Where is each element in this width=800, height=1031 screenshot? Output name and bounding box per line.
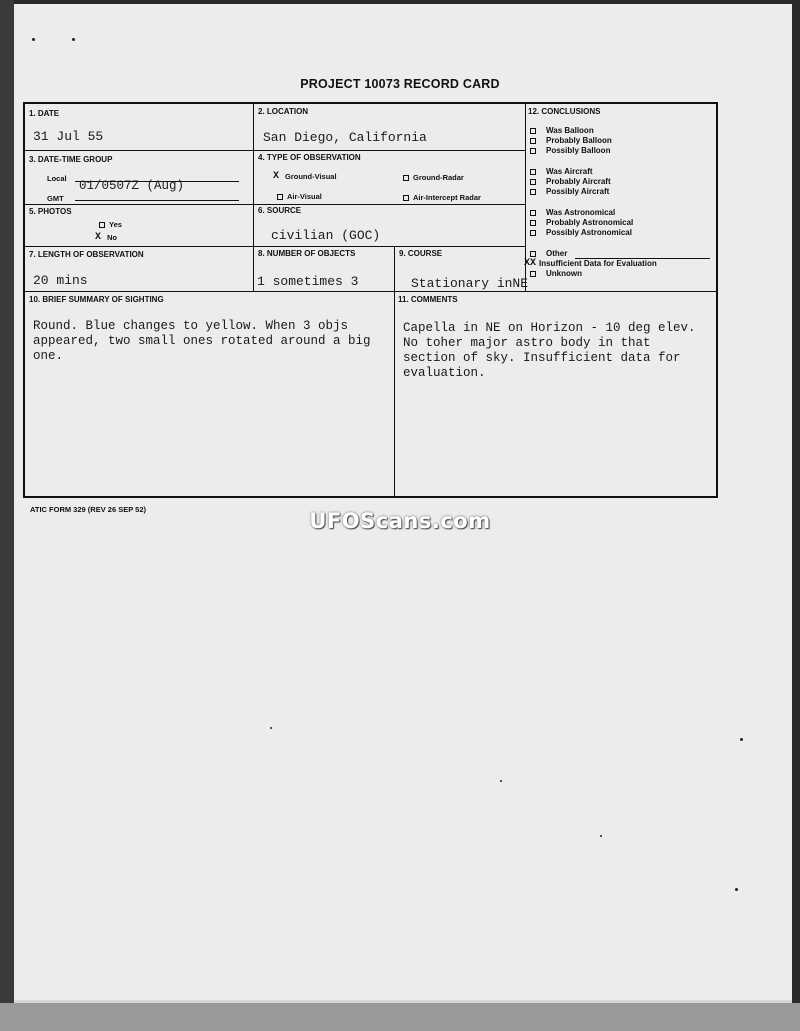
summary-label: 10. BRIEF SUMMARY OF SIGHTING: [29, 295, 164, 304]
comments-label: 11. COMMENTS: [398, 295, 458, 304]
scan-speck: [72, 38, 75, 41]
location-label: 2. LOCATION: [258, 107, 309, 116]
checkbox: [403, 195, 409, 201]
dtg-gmt-line: [75, 200, 239, 201]
scan-speck: [600, 835, 602, 837]
obs-ground-visual: X Ground-Visual: [273, 171, 337, 183]
dtg-gmt-label: GMT: [47, 194, 64, 203]
course-label: 9. COURSE: [399, 249, 443, 258]
conclusions-balloon-group: Was Balloon Probably Balloon Possibly Balloon: [530, 126, 612, 156]
checkbox-checked: X: [273, 171, 280, 183]
comments-text: Capella in NE on Horizon - 10 deg elev. No toher major astro body in that section of sky. Insufficient data for evaluation.: [403, 321, 696, 380]
scan-bottom-strip: [0, 1003, 800, 1031]
checkbox-checked: XX: [524, 257, 537, 269]
form-title: PROJECT 10073 RECORD CARD: [300, 77, 500, 91]
checkbox: [403, 175, 409, 181]
divider: [253, 104, 254, 292]
observation-type-label: 4. TYPE OF OBSERVATION: [258, 153, 361, 162]
divider: [25, 246, 525, 247]
photos-label: 5. PHOTOS: [29, 207, 72, 216]
source-value: civilian (GOC): [271, 228, 381, 243]
divider: [394, 246, 395, 498]
obs-air-visual: Air-Visual: [277, 192, 322, 201]
divider: [25, 150, 525, 151]
dtg-local-label: Local: [47, 174, 67, 183]
obs-ground-radar: Ground-Radar: [403, 173, 464, 182]
date-label: 1. DATE: [29, 109, 60, 118]
conclusions-aircraft-group: Was Aircraft Probably Aircraft Possibly Aircraft: [530, 167, 611, 197]
divider: [25, 291, 716, 292]
conclusions-insufficient: XX Insufficient Data for Evaluation: [524, 257, 657, 269]
watermark: UFOScans.com: [309, 509, 491, 533]
record-card: [23, 102, 718, 498]
checkbox: [277, 194, 283, 200]
conclusions-unknown: Unknown: [530, 269, 582, 279]
source-label: 6. SOURCE: [258, 206, 302, 215]
location-value: San Diego, California: [263, 130, 427, 145]
num-objects-label: 8. NUMBER OF OBJECTS: [258, 249, 356, 258]
length-value: 20 mins: [33, 273, 88, 288]
photos-yes: Yes: [99, 220, 122, 229]
length-label: 7. LENGTH OF OBSERVATION: [29, 250, 144, 259]
scan-speck: [740, 738, 743, 741]
form-number: ATIC FORM 329 (REV 26 SEP 52): [30, 505, 147, 514]
dtg-label: 3. DATE-TIME GROUP: [29, 155, 113, 164]
scan-speck: [735, 888, 738, 891]
checkbox: [99, 222, 105, 228]
conclusions-label: 12. CONCLUSIONS: [528, 107, 601, 116]
dtg-gmt-value: 01/0507Z (Aug): [79, 179, 185, 193]
date-value: 31 Jul 55: [33, 129, 104, 144]
scan-speck: [270, 727, 272, 729]
divider: [25, 204, 525, 205]
scan-speck: [500, 780, 502, 782]
conclusions-other: Other: [530, 249, 567, 259]
summary-text: Round. Blue changes to yellow. When 3 objs appeared, two small ones rotated around a big one.: [33, 319, 371, 363]
conclusions-astronomical-group: Was Astronomical Probably Astronomical Possibly Astronomical: [530, 208, 633, 238]
checkbox-checked: X: [95, 232, 102, 244]
scan-speck: [32, 38, 35, 41]
num-objects-value: 1 sometimes 3: [257, 274, 359, 289]
photos-no: X No: [95, 232, 117, 244]
obs-air-intercept-radar: Air-Intercept Radar: [403, 193, 481, 202]
course-value: Stationary inNE: [411, 276, 529, 291]
